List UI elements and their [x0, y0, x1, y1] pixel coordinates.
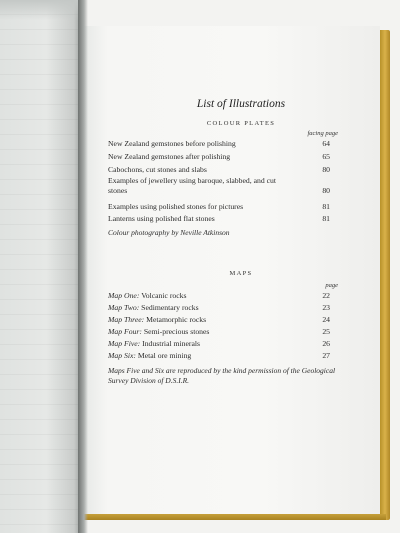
map-description: Metamorphic rocks: [146, 315, 207, 324]
facing-left-page: [0, 0, 84, 533]
plate-page-number: 81: [322, 214, 330, 223]
plate-label: Examples using polished stones for pictures: [108, 202, 244, 211]
list-item: [108, 351, 330, 361]
plate-page-number: 80: [322, 186, 330, 195]
list-item: [108, 202, 330, 212]
list-item: [108, 339, 330, 349]
plate-page-number: 81: [322, 202, 330, 211]
map-description: Industrial minerals: [142, 339, 201, 348]
list-item: [108, 291, 330, 301]
maps-permission-note: Maps Five and Six are reproduced by the kind permission of the Geological Survey Division of D.S.I.R.: [108, 366, 336, 385]
list-item: [108, 315, 330, 325]
map-description: Semi-precious stones: [143, 327, 210, 336]
illustrations-page: [84, 26, 380, 514]
maps-heading: MAPS: [229, 270, 253, 277]
photography-credit: Colour photography by Neville Atkinson: [108, 228, 230, 237]
map-page-number: 23: [322, 303, 330, 312]
plate-page-number: 65: [322, 152, 330, 161]
list-item: [108, 165, 330, 175]
map-page-number: 27: [322, 351, 330, 360]
map-description: Metal ore mining: [137, 351, 192, 360]
plate-label: New Zealand gemstones before polishing: [108, 139, 236, 148]
map-page-number: 22: [322, 291, 330, 300]
map-name: Map Six:: [108, 351, 136, 360]
page-title: List of Illustrations: [196, 98, 286, 110]
map-description: Sedimentary rocks: [141, 303, 199, 312]
book-cover-edge: [380, 30, 390, 520]
book-cover-bottom-edge: [84, 514, 386, 520]
book-gutter-shadow: [78, 0, 88, 533]
map-name: Map Two:: [108, 303, 140, 312]
list-item: [108, 152, 330, 162]
page-column-label: page: [325, 282, 338, 289]
colour-plates-heading: COLOUR PLATES: [206, 120, 276, 127]
page-top-shadow: [0, 0, 84, 20]
map-page-number: 26: [322, 339, 330, 348]
map-page-number: 24: [322, 315, 330, 324]
map-page-number: 25: [322, 327, 330, 336]
show-through-text: [0, 0, 84, 533]
map-name: Map Three:: [108, 315, 145, 324]
list-item: [108, 176, 330, 196]
plate-label: Lanterns using polished flat stones: [108, 214, 215, 223]
plate-label: Examples of jewellery using baroque, slabbed, and cut stones: [108, 176, 277, 195]
plate-label: Cabochons, cut stones and slabs: [108, 165, 207, 174]
list-item: [108, 303, 330, 313]
plate-page-number: 64: [322, 139, 330, 148]
list-item: [108, 327, 330, 337]
plate-page-number: 80: [322, 165, 330, 174]
map-description: Volcanic rocks: [141, 291, 187, 300]
facing-page-column-label: facing page: [307, 130, 338, 137]
map-name: Map Five:: [108, 339, 141, 348]
map-name: Map Four:: [108, 327, 142, 336]
map-name: Map One:: [108, 291, 140, 300]
list-item: [108, 214, 330, 224]
list-item: [108, 139, 330, 149]
plate-label: New Zealand gemstones after polishing: [108, 152, 231, 161]
